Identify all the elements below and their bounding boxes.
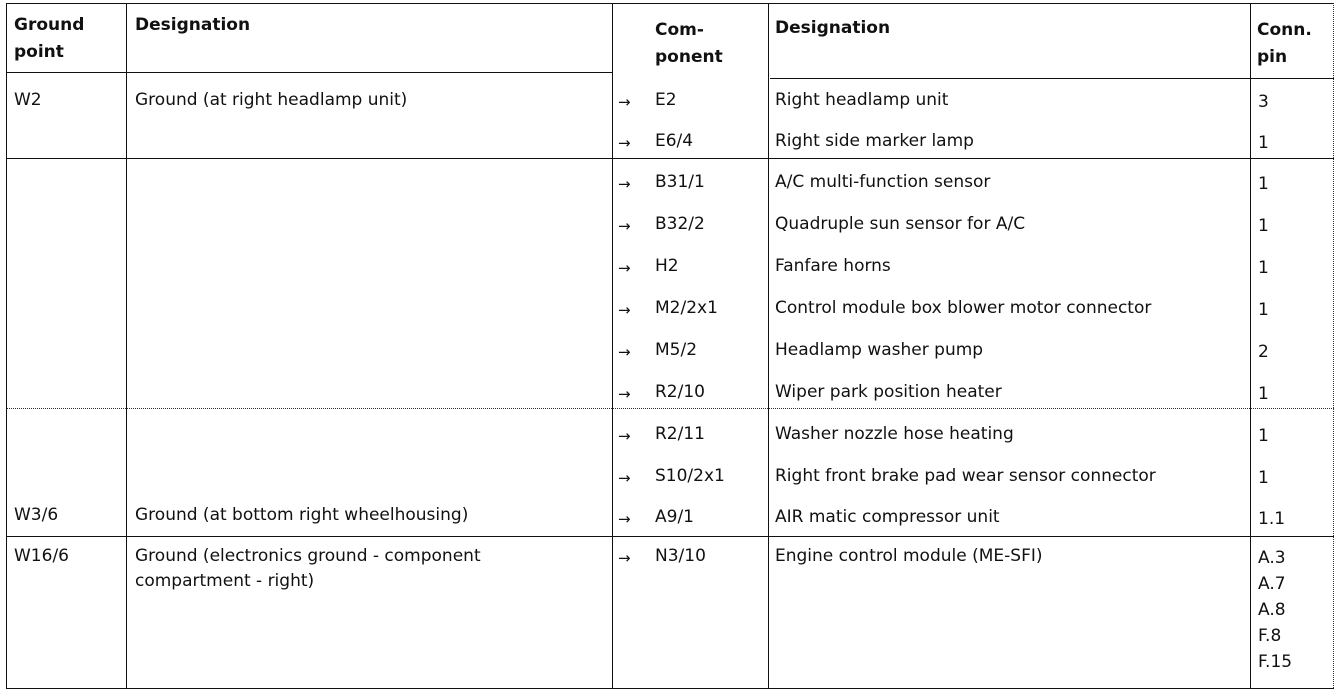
table-left-border — [6, 3, 7, 688]
component-designation: Fanfare horns — [775, 256, 891, 276]
ground-point-id: W16/6 — [14, 546, 69, 566]
column-divider-designation-pin — [1250, 3, 1251, 688]
connector-pin: F.8 — [1258, 626, 1282, 646]
arrow-icon: → — [618, 385, 631, 403]
arrow-icon: → — [618, 301, 631, 319]
ground-point-designation-line1: Ground (electronics ground - component — [135, 546, 481, 566]
arrow-icon: → — [618, 343, 631, 361]
connector-pin: 1 — [1258, 216, 1269, 236]
connector-pin: 1 — [1258, 258, 1269, 278]
component-designation: A/C multi-function sensor — [775, 172, 991, 192]
header-ground-point-line1: Ground — [14, 15, 85, 35]
table-right-border — [1333, 3, 1334, 688]
component-code: A9/1 — [655, 507, 694, 527]
arrow-icon: → — [618, 427, 631, 445]
group-separator-2 — [6, 536, 1334, 537]
connector-pin: A.8 — [1258, 600, 1286, 620]
component-code: R2/10 — [655, 382, 705, 402]
component-designation: Wiper park position heater — [775, 382, 1002, 402]
component-designation: Right front brake pad wear sensor connector — [775, 466, 1156, 486]
component-code: E2 — [655, 90, 677, 110]
connector-pin: 1.1 — [1258, 509, 1286, 529]
arrow-icon: → — [618, 259, 631, 277]
connector-pin: 1 — [1258, 300, 1269, 320]
table-top-border — [6, 3, 1334, 4]
component-designation: Washer nozzle hose heating — [775, 424, 1014, 444]
connector-pin: 2 — [1258, 342, 1269, 362]
ground-point-id: W3/6 — [14, 505, 59, 525]
header-ground-point — [14, 12, 84, 66]
group-separator-1 — [6, 158, 1334, 159]
component-code: B31/1 — [655, 172, 705, 192]
connector-pin: 1 — [1258, 468, 1269, 488]
component-code: B32/2 — [655, 214, 705, 234]
header-conn-pin — [1257, 17, 1312, 71]
connector-pin-list — [1258, 545, 1292, 675]
connector-pin: 3 — [1258, 92, 1269, 112]
connector-pin: A.7 — [1258, 574, 1286, 594]
component-code: M5/2 — [655, 340, 698, 360]
ground-point-designation: Ground (at bottom right wheelhousing) — [135, 505, 469, 525]
component-code: S10/2x1 — [655, 466, 725, 486]
header-conn-pin-line1: Conn. — [1257, 20, 1312, 40]
connector-pin: 1 — [1258, 133, 1269, 153]
component-designation: Headlamp washer pump — [775, 340, 984, 360]
header-designation-right: Designation — [775, 18, 891, 38]
column-divider-designation-component — [612, 3, 613, 688]
component-code: N3/10 — [655, 546, 706, 566]
component-code: R2/11 — [655, 424, 705, 444]
ground-point-designation: Ground (at right headlamp unit) — [135, 90, 408, 110]
connector-pin: F.15 — [1258, 652, 1293, 672]
header-designation-left: Designation — [135, 15, 251, 35]
arrow-icon: → — [618, 510, 631, 528]
connector-pin: 1 — [1258, 174, 1269, 194]
header-conn-pin-line2: pin — [1257, 47, 1288, 67]
connector-pin: 1 — [1258, 384, 1269, 404]
connector-pin: A.3 — [1258, 548, 1286, 568]
arrow-icon: → — [618, 175, 631, 193]
ground-point-designation-line2: compartment - right) — [135, 571, 315, 591]
header-separator-left — [6, 72, 612, 73]
arrow-icon: → — [618, 134, 631, 152]
arrow-icon: → — [618, 549, 631, 567]
ground-point-designation — [135, 544, 481, 594]
column-divider-ground-designation — [126, 3, 127, 688]
component-designation: Right headlamp unit — [775, 90, 949, 110]
component-designation: Right side marker lamp — [775, 131, 974, 151]
component-code: E6/4 — [655, 131, 694, 151]
header-component — [655, 17, 723, 71]
arrow-icon: → — [618, 93, 631, 111]
component-designation: AIR matic compressor unit — [775, 507, 1000, 527]
ground-point-id: W2 — [14, 90, 42, 110]
header-ground-point-line2: point — [14, 42, 64, 62]
header-component-line2: ponent — [655, 47, 723, 67]
arrow-icon: → — [618, 217, 631, 235]
header-component-line1: Com- — [655, 20, 704, 40]
component-code: M2/2x1 — [655, 298, 718, 318]
table-bottom-border — [6, 688, 1334, 689]
component-designation: Quadruple sun sensor for A/C — [775, 214, 1026, 234]
component-designation: Control module box blower motor connector — [775, 298, 1152, 318]
group-separator-dotted — [6, 408, 1334, 409]
arrow-icon: → — [618, 469, 631, 487]
component-code: H2 — [655, 256, 679, 276]
column-divider-component-designation — [768, 3, 769, 688]
connector-pin: 1 — [1258, 426, 1269, 446]
component-designation: Engine control module (ME-SFI) — [775, 546, 1043, 566]
